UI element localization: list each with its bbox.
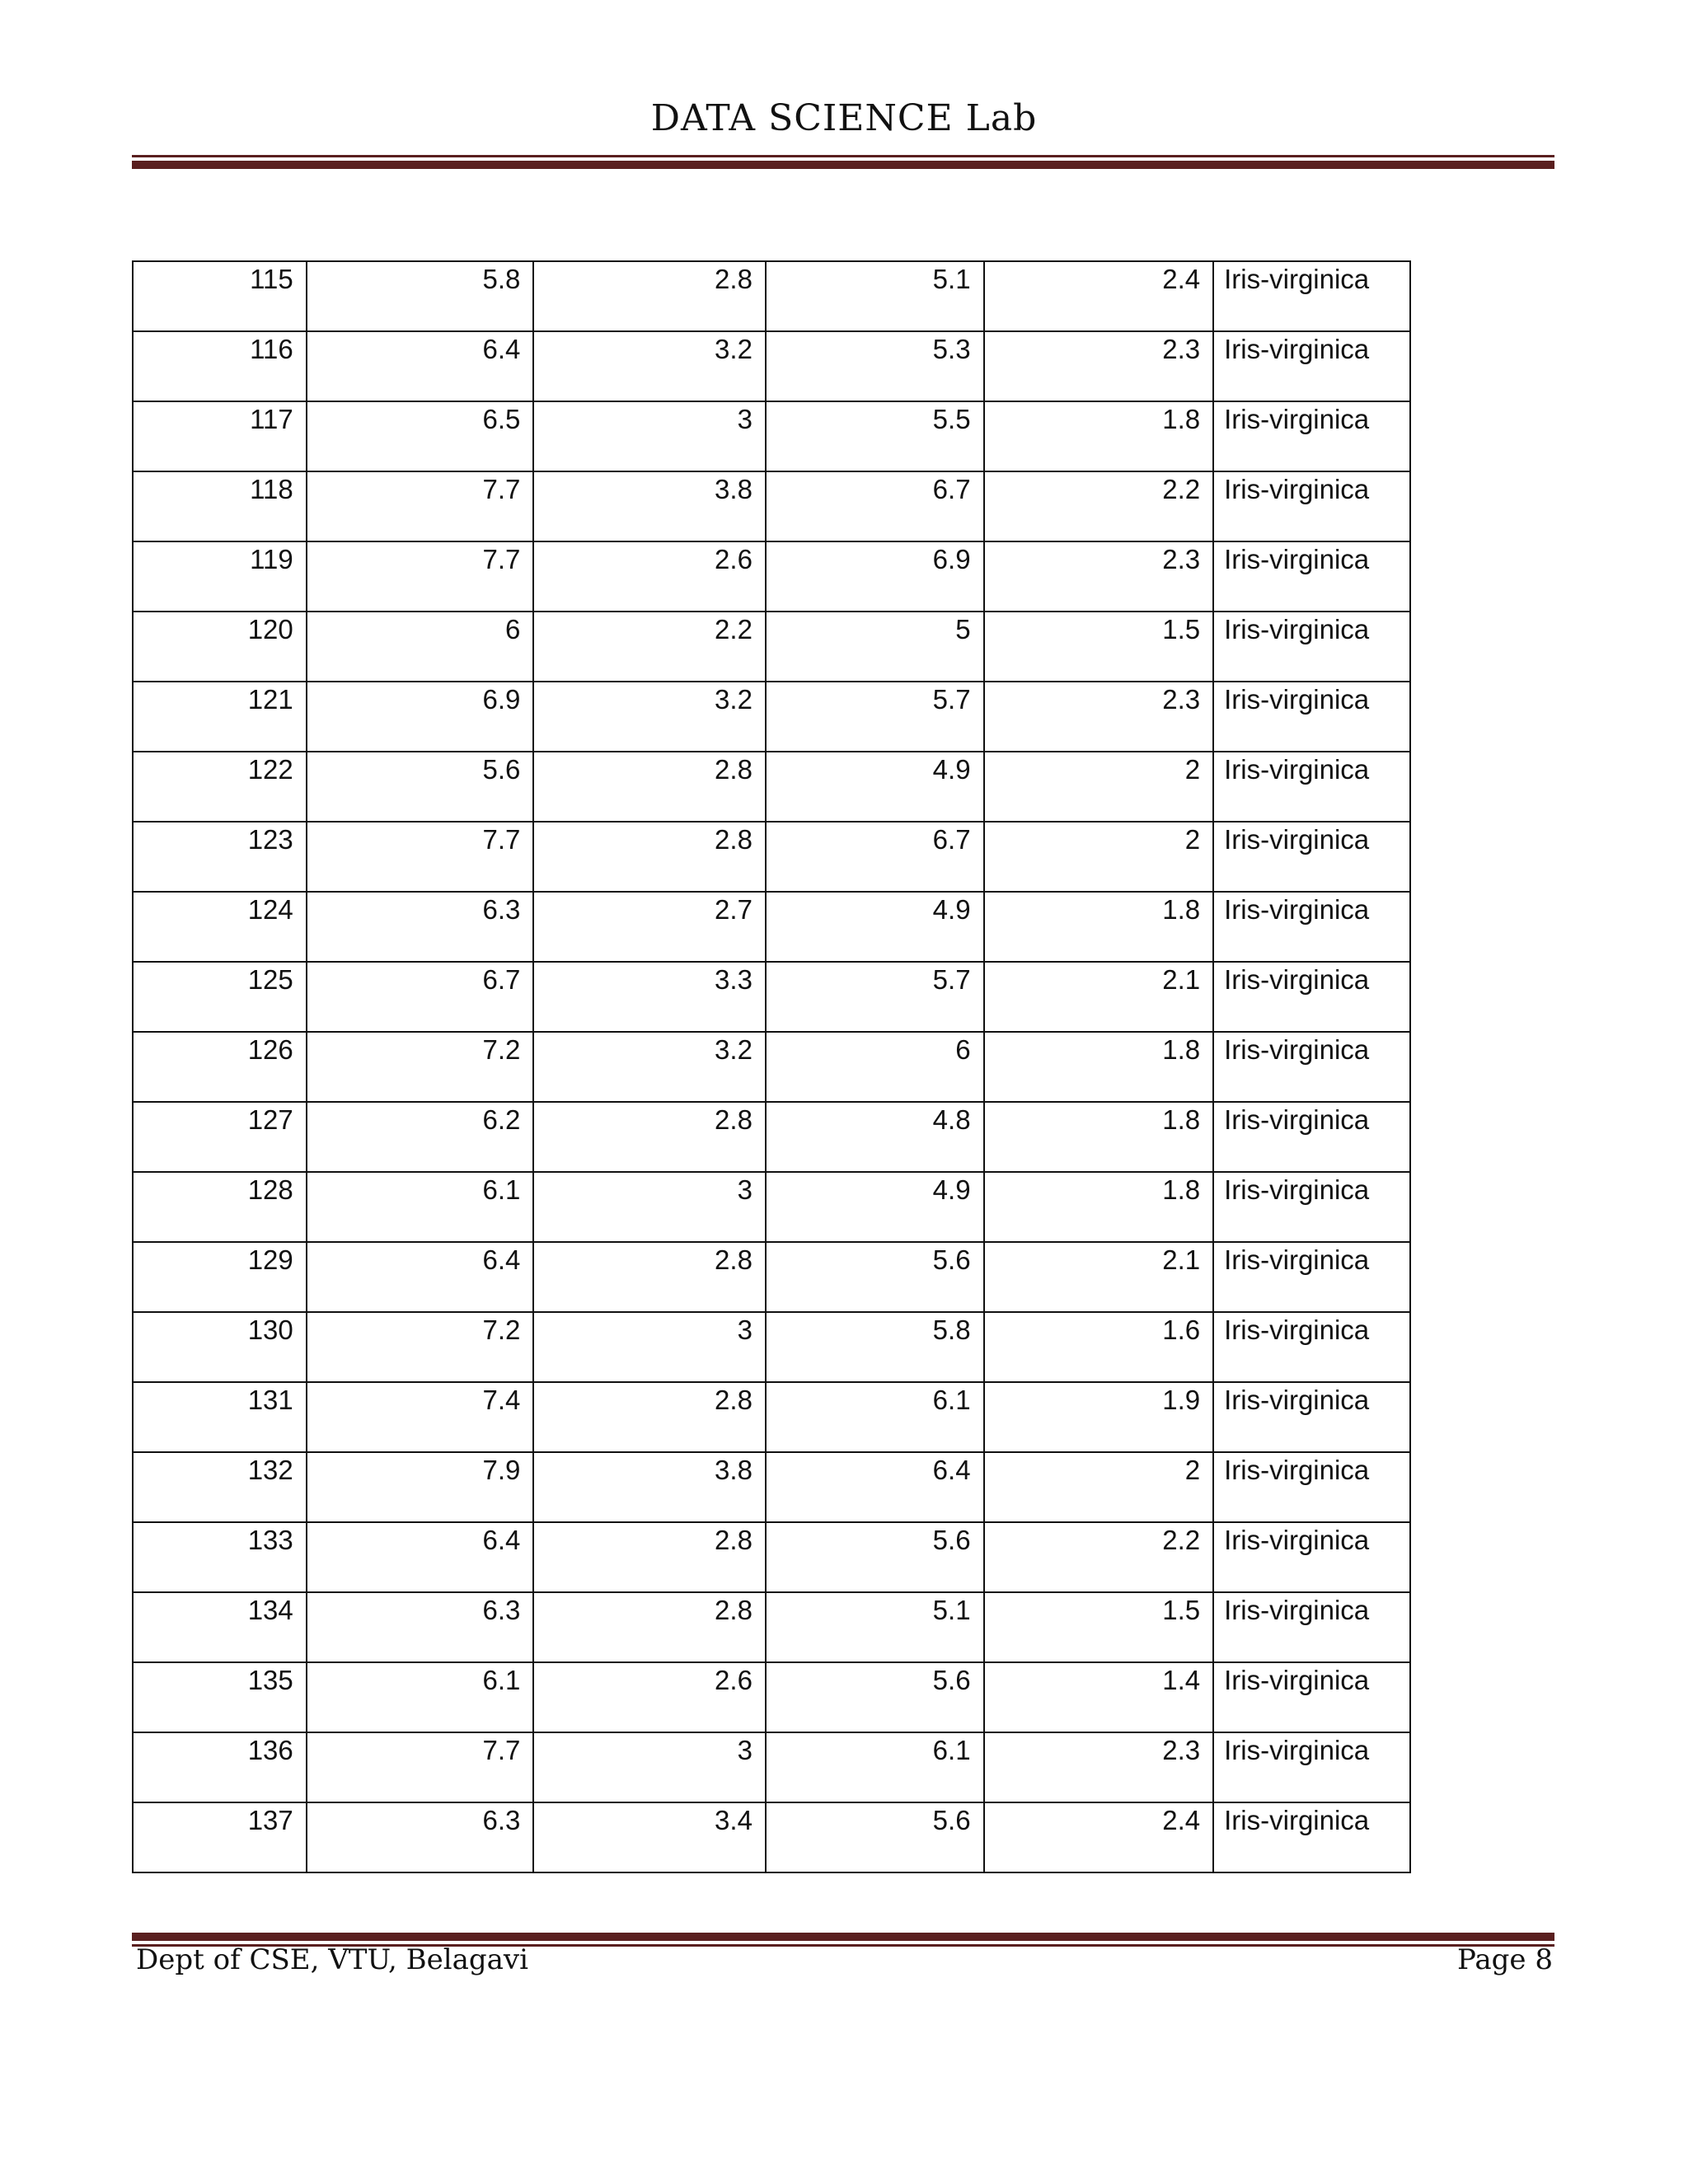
sepal-width-cell: 3 — [533, 401, 766, 471]
petal-length-cell: 5 — [766, 612, 984, 682]
table-row — [133, 1382, 1410, 1452]
row-id-cell: 125 — [133, 962, 307, 1032]
table-row — [133, 261, 1410, 331]
row-id-cell: 134 — [133, 1592, 307, 1662]
petal-length-cell: 4.9 — [766, 1172, 984, 1242]
petal-length-cell: 5.3 — [766, 331, 984, 401]
table-row — [133, 822, 1410, 892]
sepal-length-cell: 5.8 — [307, 261, 534, 331]
sepal-width-cell: 2.8 — [533, 1522, 766, 1592]
petal-length-cell: 5.7 — [766, 682, 984, 752]
sepal-length-cell: 7.2 — [307, 1032, 534, 1102]
sepal-length-cell: 6 — [307, 612, 534, 682]
sepal-length-cell: 6.5 — [307, 401, 534, 471]
sepal-length-cell: 6.2 — [307, 1102, 534, 1172]
petal-width-cell: 2 — [984, 1452, 1214, 1522]
table-row — [133, 401, 1410, 471]
class-cell: Iris-virginica — [1213, 1312, 1410, 1382]
row-id-cell: 136 — [133, 1732, 307, 1802]
sepal-length-cell: 7.9 — [307, 1452, 534, 1522]
sepal-width-cell: 3 — [533, 1172, 766, 1242]
row-id-cell: 133 — [133, 1522, 307, 1592]
sepal-width-cell: 2.8 — [533, 1592, 766, 1662]
table-row — [133, 1662, 1410, 1732]
table-row — [133, 1032, 1410, 1102]
petal-width-cell: 1.8 — [984, 1172, 1214, 1242]
sepal-length-cell: 6.1 — [307, 1172, 534, 1242]
class-cell: Iris-virginica — [1213, 1102, 1410, 1172]
table-row — [133, 752, 1410, 822]
row-id-cell: 132 — [133, 1452, 307, 1522]
petal-width-cell: 1.9 — [984, 1382, 1214, 1452]
petal-width-cell: 2.4 — [984, 1802, 1214, 1872]
row-id-cell: 131 — [133, 1382, 307, 1452]
class-cell: Iris-virginica — [1213, 822, 1410, 892]
sepal-width-cell: 3.8 — [533, 471, 766, 541]
class-cell: Iris-virginica — [1213, 401, 1410, 471]
row-id-cell: 130 — [133, 1312, 307, 1382]
sepal-width-cell: 3.4 — [533, 1802, 766, 1872]
sepal-width-cell: 3.2 — [533, 1032, 766, 1102]
class-cell: Iris-virginica — [1213, 1172, 1410, 1242]
table-row — [133, 1592, 1410, 1662]
footer-department: Dept of CSE, VTU, Belagavi — [136, 1943, 528, 1976]
sepal-width-cell: 3 — [533, 1732, 766, 1802]
class-cell: Iris-virginica — [1213, 1522, 1410, 1592]
sepal-width-cell: 2.8 — [533, 822, 766, 892]
table-row — [133, 1102, 1410, 1172]
sepal-length-cell: 6.7 — [307, 962, 534, 1032]
petal-width-cell: 2.2 — [984, 471, 1214, 541]
row-id-cell: 124 — [133, 892, 307, 962]
sepal-length-cell: 6.3 — [307, 1802, 534, 1872]
petal-length-cell: 5.6 — [766, 1662, 984, 1732]
petal-length-cell: 5.1 — [766, 1592, 984, 1662]
table-body — [133, 261, 1410, 1872]
class-cell: Iris-virginica — [1213, 541, 1410, 612]
row-id-cell: 135 — [133, 1662, 307, 1732]
petal-width-cell: 1.8 — [984, 1032, 1214, 1102]
sepal-length-cell: 7.2 — [307, 1312, 534, 1382]
sepal-length-cell: 6.1 — [307, 1662, 534, 1732]
table-row — [133, 1522, 1410, 1592]
row-id-cell: 123 — [133, 822, 307, 892]
row-id-cell: 137 — [133, 1802, 307, 1872]
sepal-length-cell: 7.7 — [307, 822, 534, 892]
class-cell: Iris-virginica — [1213, 261, 1410, 331]
petal-length-cell: 4.9 — [766, 752, 984, 822]
row-id-cell: 122 — [133, 752, 307, 822]
petal-length-cell: 5.5 — [766, 401, 984, 471]
header-rule — [132, 155, 1554, 169]
row-id-cell: 121 — [133, 682, 307, 752]
petal-width-cell: 2.2 — [984, 1522, 1214, 1592]
sepal-width-cell: 2.8 — [533, 752, 766, 822]
table-row — [133, 1732, 1410, 1802]
petal-width-cell: 2.1 — [984, 962, 1214, 1032]
class-cell: Iris-virginica — [1213, 1242, 1410, 1312]
petal-width-cell: 2.3 — [984, 541, 1214, 612]
class-cell: Iris-virginica — [1213, 752, 1410, 822]
sepal-length-cell: 7.7 — [307, 541, 534, 612]
row-id-cell: 128 — [133, 1172, 307, 1242]
row-id-cell: 118 — [133, 471, 307, 541]
petal-length-cell: 6.1 — [766, 1732, 984, 1802]
class-cell: Iris-virginica — [1213, 1802, 1410, 1872]
class-cell: Iris-virginica — [1213, 1662, 1410, 1732]
petal-width-cell: 2.3 — [984, 682, 1214, 752]
sepal-width-cell: 2.8 — [533, 261, 766, 331]
class-cell: Iris-virginica — [1213, 471, 1410, 541]
page-header-title: DATA SCIENCE Lab — [650, 97, 1038, 139]
petal-width-cell: 1.8 — [984, 1102, 1214, 1172]
petal-width-cell: 2 — [984, 822, 1214, 892]
footer-page-number: Page 8 — [1457, 1943, 1553, 1976]
petal-length-cell: 5.6 — [766, 1242, 984, 1312]
row-id-cell: 120 — [133, 612, 307, 682]
petal-width-cell: 2.1 — [984, 1242, 1214, 1312]
sepal-length-cell: 6.9 — [307, 682, 534, 752]
petal-length-cell: 6.7 — [766, 822, 984, 892]
petal-length-cell: 6.9 — [766, 541, 984, 612]
class-cell: Iris-virginica — [1213, 1452, 1410, 1522]
sepal-length-cell: 6.4 — [307, 331, 534, 401]
class-cell: Iris-virginica — [1213, 1732, 1410, 1802]
petal-length-cell: 5.7 — [766, 962, 984, 1032]
table-row — [133, 471, 1410, 541]
petal-length-cell: 4.8 — [766, 1102, 984, 1172]
petal-length-cell: 5.1 — [766, 261, 984, 331]
table-row — [133, 331, 1410, 401]
table-row — [133, 541, 1410, 612]
petal-width-cell: 1.5 — [984, 1592, 1214, 1662]
sepal-width-cell: 3 — [533, 1312, 766, 1382]
class-cell: Iris-virginica — [1213, 892, 1410, 962]
table-row — [133, 892, 1410, 962]
table-row — [133, 682, 1410, 752]
class-cell: Iris-virginica — [1213, 962, 1410, 1032]
petal-length-cell: 6 — [766, 1032, 984, 1102]
petal-length-cell: 5.6 — [766, 1802, 984, 1872]
sepal-length-cell: 7.7 — [307, 1732, 534, 1802]
petal-length-cell: 6.1 — [766, 1382, 984, 1452]
sepal-width-cell: 2.6 — [533, 1662, 766, 1732]
sepal-width-cell: 3.2 — [533, 331, 766, 401]
row-id-cell: 115 — [133, 261, 307, 331]
sepal-width-cell: 3.2 — [533, 682, 766, 752]
sepal-width-cell: 2.6 — [533, 541, 766, 612]
petal-length-cell: 5.8 — [766, 1312, 984, 1382]
sepal-length-cell: 6.4 — [307, 1522, 534, 1592]
petal-width-cell: 1.5 — [984, 612, 1214, 682]
sepal-length-cell: 6.4 — [307, 1242, 534, 1312]
petal-width-cell: 2.3 — [984, 331, 1214, 401]
sepal-width-cell: 2.8 — [533, 1242, 766, 1312]
petal-width-cell: 2 — [984, 752, 1214, 822]
row-id-cell: 116 — [133, 331, 307, 401]
sepal-length-cell: 7.7 — [307, 471, 534, 541]
petal-width-cell: 1.8 — [984, 892, 1214, 962]
class-cell: Iris-virginica — [1213, 682, 1410, 752]
petal-length-cell: 6.7 — [766, 471, 984, 541]
petal-width-cell: 1.8 — [984, 401, 1214, 471]
row-id-cell: 117 — [133, 401, 307, 471]
sepal-length-cell: 7.4 — [307, 1382, 534, 1452]
table-row — [133, 1452, 1410, 1522]
sepal-width-cell: 3.8 — [533, 1452, 766, 1522]
petal-width-cell: 2.4 — [984, 261, 1214, 331]
row-id-cell: 119 — [133, 541, 307, 612]
class-cell: Iris-virginica — [1213, 1032, 1410, 1102]
sepal-length-cell: 6.3 — [307, 1592, 534, 1662]
class-cell: Iris-virginica — [1213, 1382, 1410, 1452]
sepal-width-cell: 2.7 — [533, 892, 766, 962]
table-row — [133, 962, 1410, 1032]
table-row — [133, 1172, 1410, 1242]
row-id-cell: 126 — [133, 1032, 307, 1102]
sepal-length-cell: 6.3 — [307, 892, 534, 962]
petal-length-cell: 5.6 — [766, 1522, 984, 1592]
petal-width-cell: 1.4 — [984, 1662, 1214, 1732]
petal-width-cell: 2.3 — [984, 1732, 1214, 1802]
table-row — [133, 612, 1410, 682]
row-id-cell: 127 — [133, 1102, 307, 1172]
sepal-width-cell: 2.8 — [533, 1382, 766, 1452]
table-row — [133, 1242, 1410, 1312]
row-id-cell: 129 — [133, 1242, 307, 1312]
class-cell: Iris-virginica — [1213, 331, 1410, 401]
sepal-width-cell: 2.8 — [533, 1102, 766, 1172]
petal-length-cell: 6.4 — [766, 1452, 984, 1522]
iris-data-table — [132, 260, 1411, 1873]
petal-width-cell: 1.6 — [984, 1312, 1214, 1382]
sepal-width-cell: 2.2 — [533, 612, 766, 682]
sepal-width-cell: 3.3 — [533, 962, 766, 1032]
petal-length-cell: 4.9 — [766, 892, 984, 962]
table-row — [133, 1312, 1410, 1382]
sepal-length-cell: 5.6 — [307, 752, 534, 822]
class-cell: Iris-virginica — [1213, 1592, 1410, 1662]
class-cell: Iris-virginica — [1213, 612, 1410, 682]
table-row — [133, 1802, 1410, 1872]
